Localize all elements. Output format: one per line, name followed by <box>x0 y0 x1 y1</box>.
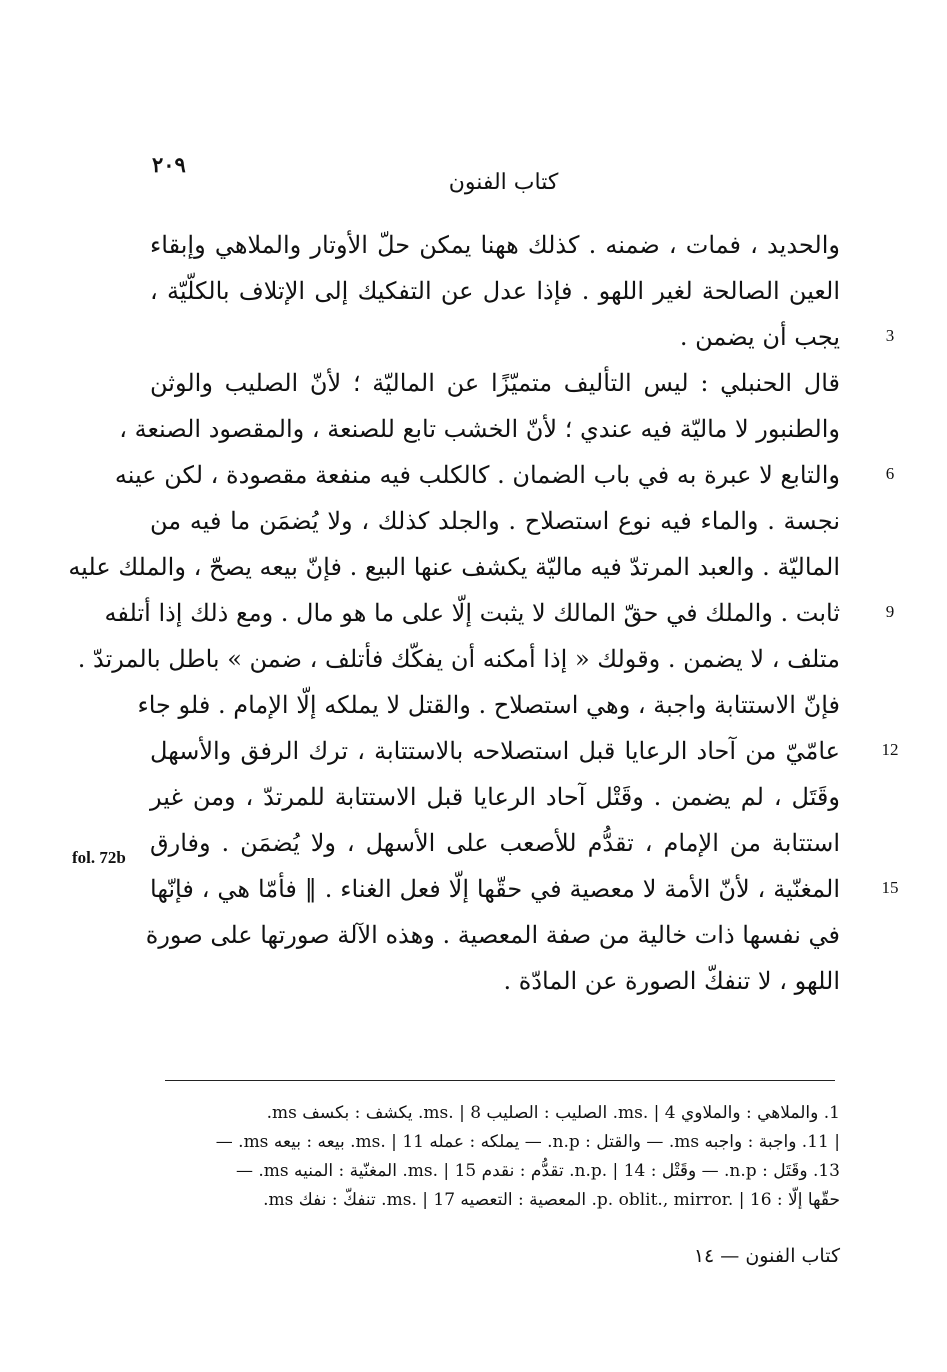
line-number: 15 <box>881 878 899 897</box>
footnote-rule <box>165 1080 835 1081</box>
text-line: والتابع لا عبرة به في باب الضمان . كالكلب فيه منفعة مقصودة ، لكن عينه <box>114 461 840 489</box>
text-line: فإنّ الاستتابة واجبة ، وهي استصلاح . والقتل لا يملكه إلّا الإمام . فلو جاء <box>137 691 840 719</box>
footer-signature: كتاب الفنون — ١٤ <box>693 1245 840 1267</box>
folio-margin-note: fol. 72b <box>72 848 126 867</box>
footnote-line: | 11. واجبة : واجبه ms. — والقتل : n.p. — يملكه : عمله ms. | 11. بيعه : بيعه ms. — <box>215 1132 840 1152</box>
text-line: والحديد ، فمات ، ضمنه . كذلك ههنا يمكن حلّ الأوتار والملاهي وإبقاء <box>150 231 840 259</box>
text-line: يجب أن يضمن . <box>679 323 840 351</box>
line-number: 3 <box>885 326 895 345</box>
text-line: المغنّية ، لأنّ الأمة لا معصية في حقّها إلّا فعل الغناء . ‖ فأمّا هي ، فإنّها <box>150 875 840 903</box>
text-line: اللهو ، لا تنفكّ الصورة عن المادّة . <box>503 967 840 995</box>
text-line: متلف ، لا يضمن . وقولك « إذا أمكنه أن يفكّك فأتلف ، ضمن » باطل بالمرتدّ . <box>77 645 840 673</box>
footnote-line: حقّها إلّا : p. oblit., mirror. | 16. المعصية : التعصيه ms. | 17. تنفكّ : نفك ms. <box>263 1190 840 1210</box>
footnote-line: 1. والملاهي : والملاوي ms. | 4. الصليب : الصليب ms. | 8. يكشف : بكسف ms. <box>266 1103 840 1123</box>
text-line: العين الصالحة لغير اللهو . فإذا عدل عن التفكيك إلى الإتلاف بالكلّيّة ، <box>150 277 840 305</box>
page-number: ٢٠٩ <box>152 152 186 177</box>
text-line: عامّيّ من آحاد الرعايا قبل استصلاحه بالاستتابة ، ترك الرفق والأسهل <box>150 737 840 765</box>
running-title: كتاب الفنون <box>448 170 559 195</box>
line-number: 9 <box>885 602 895 621</box>
text-line: ثابت . والملك في حقّ المالك لا يثبت إلّا على ما هو مال . ومع ذلك إذا أتلفه <box>104 599 840 627</box>
line-number: 12 <box>881 740 899 759</box>
text-line: وقَتَل ، لم يضمن . وقَتْل آحاد الرعايا قبل الاستتابة للمرتدّ ، ومن غير <box>150 783 840 811</box>
text-line: قال الحنبلي : ليس التأليف متميّزًا عن الماليّة ؛ لأنّ الصليب والوثن <box>150 369 840 397</box>
text-line: والطنبور لا ماليّة فيه عندي ؛ لأنّ الخشب تابع للصنعة ، والمقصود الصنعة ، <box>119 415 840 443</box>
text-line: في نفسها ذات خالية من صفة المعصية . وهذه الآلة صورتها على صورة <box>145 921 840 949</box>
footnote-line: 13. وقَتَل : n.p. — وقَتْل : n.p. | 14. تقدُّم : نقدم ms. | 15. المغنّية : المنيه ms. — <box>235 1161 840 1181</box>
text-line: استتابة من الإمام ، تقدُّم للأصعب على الأسهل ، ولا يُضمَن . وفارق <box>150 829 840 857</box>
line-number: 6 <box>885 464 895 483</box>
text-line: نجسة . والماء فيه نوع استصلاح . والجلد كذلك ، ولا يُضمَن ما فيه من <box>150 507 840 535</box>
text-line: الماليّة . والعبد المرتدّ فيه ماليّة يكشف عنها البيع . فإنّ بيعه يصحّ ، والملك عليه <box>68 553 840 581</box>
